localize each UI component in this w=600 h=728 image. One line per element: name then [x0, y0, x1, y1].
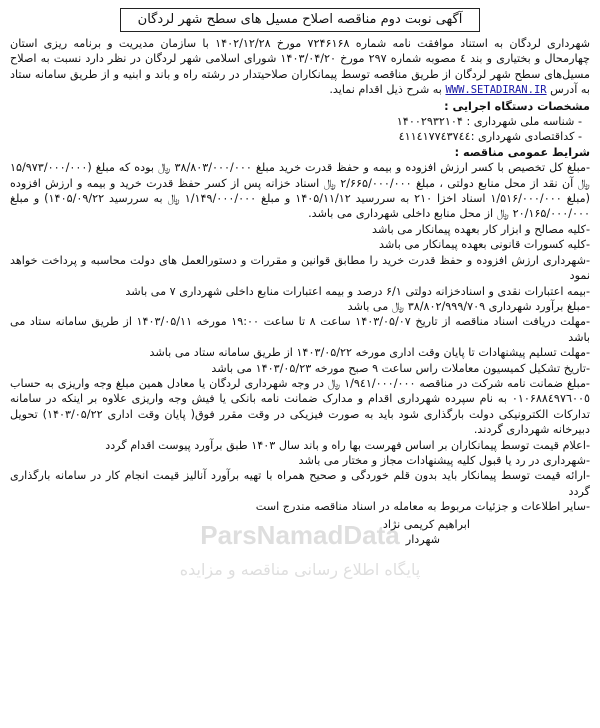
setad-website-link[interactable]: WWW.SETADIRAN.IR: [445, 84, 547, 97]
general-item: -کلیه کسورات قانونی بعهده پیمانکار می باشد: [379, 238, 590, 252]
general-item: -تاریخ تشکیل کمیسیون معاملات راس ساعت ۹ صبح مورخه ۱۴۰۳/۰۵/۲۳ می باشد: [211, 361, 590, 375]
watermark-subtitle: پایگاه اطلاع رسانی مناقصه و مزایده: [179, 560, 421, 579]
signature-title: شهردار: [405, 533, 440, 546]
general-item: -مهلت دریافت اسناد مناقصه از تاریخ ۱۴۰۳/۰۵/۰۷ ساعت ۸ تا ساعت ۱۹:۰۰ مورخه ۱۴۰۳/۰۵/۱۱ از طریق سامانه ستاد می باشد: [10, 315, 590, 344]
notice-title: آگهی نوبت دوم مناقصه اصلاح مسیل های سطح شهر لردگان: [120, 8, 480, 32]
general-heading: شرایط عمومی مناقصه :: [454, 145, 590, 159]
general-item: -سایر اطلاعات و جزئیات مربوط به معامله در اسناد مناقصه مندرج است: [255, 500, 590, 514]
exec-item-national-id: - شناسه ملی شهرداری : ۱۴۰۰۲۹۳۲۱۰۴: [396, 115, 582, 129]
general-item: -شهرداری ارزش افزوده و حفظ قدرت خرید را مطابق قوانین و مقررات و دستورالعمل های دولت محاسبه و پرداخت خواهد نمود: [10, 253, 590, 283]
general-item: -ارائه قیمت توسط پیمانکار باید بدون قلم خوردگی و صحیح همراه با تهیه برآورد آنالیز قیمت انجام کار در سامانه بارگذاری گردد: [10, 469, 590, 498]
intro-text: شهرداری لردگان به استناد موافقت نامه شماره ۷۲۴۶۱۶۸ مورخ ۱۴۰۲/۱۲/۲۸ با سازمان مدیریت و برنامه ریزی استان چهارمحال و بختیاری و بند ٤ مصوبه شماره ۲۹۷ مورخ ۱۴۰۳/۰۴/۲۰ شورای اسلامی شهر لردگان در نظر دارد نسبت به اصلاح مسیل‌های سطح شهر لردگان از طریق مناقصه توسط پیمانکاران صلاحیتدار در رشته راه و باند و ابنیه و از طریق سامانه ستاد به آدرس: [10, 37, 591, 97]
general-item: -مهلت تسلیم پیشنهادات تا پایان وقت اداری مورخه ۱۴۰۳/۰۵/۲۲ از طریق سامانه ستاد می باشد: [149, 346, 590, 360]
general-item: -اعلام قیمت توسط پیمانکاران بر اساس فهرست بها راه و باند سال ۱۴۰۳ طبق برآورد پیوست اقدام گردد: [105, 438, 590, 452]
general-item: -کلیه مصالح و ابزار کار بعهده پیمانکار می باشد: [371, 222, 590, 236]
intro-end-text: به شرح ذیل اقدام نماید.: [329, 83, 442, 97]
general-item: -شهرداری در رد یا قبول کلیه پیشنهادات مجاز و مختار می باشد: [298, 453, 590, 467]
general-item: -بیمه اعتبارات نقدی و اسنادخزانه دولتی ۶/۱ درصد و بیمه اعتبارات منابع داخلی شهرداری ۷ می باشد: [125, 284, 590, 298]
signature-name: ابراهیم کریمی نژاد: [382, 517, 470, 531]
general-item: -مبلغ ضمانت نامه شرکت در مناقصه ۱/۹٤۱/۰۰۰/۰۰۰ ﷼ در وجه شهرداری لردگان یا معادل همین مبلغ وجه واریزی به حساب ۰۱۰۶۸۸٤٩٧٦٠٠٥ به نام سپرده شهرداری اقدام و مدارک ضمانت نامه بانکی یا فیش وجه واریزی علاوه بر اینکه در سامانه تدارکات الکترونیکی دولت بارگذاری شود باید به صورت فیزیکی در وقت مقرر فوق( پایان وقت اداری ۱۴۰۳/۰۵/۲۲) تحویل دبیرخانه شهرداری گردند.: [10, 376, 591, 437]
intro-paragraph: [10, 36, 590, 99]
tender-notice: [10, 8, 590, 547]
general-item: -مبلغ برآورد شهرداری ۳۸/۸۰۲/۹۹۹/۷۰۹ ﷼ می باشد: [347, 299, 590, 313]
exec-item-economic-code: - کداقتصادی شهرداری :٤١١٤١٧٧٤٣٧٤٤: [398, 130, 582, 144]
watermark-logo: ParsNamadData: [200, 520, 400, 550]
exec-heading: مشخصات دستگاه اجرایی :: [444, 99, 590, 113]
general-item: -مبلغ کل تخصیص با کسر ارزش افزوده و بیمه و حفظ قدرت خرید مبلغ ۳۸/۸۰۳/۰۰۰/۰۰۰ ﷼ بوده که مبلغ (۱۵/۹۷۳/۰۰۰/۰۰۰ ﷼ آن نقد از محل منابع دولتی ، مبلغ ۲/۶۶۵/۰۰۰/۰۰۰ ﷼ اسناد خزانه پس از کسر حفظ قدرت خرید و بیمه و ارزش افزوده (مبلغ ۱/۵۱۶/۰۰۰/۰۰۰ اسناد اخزا ۲۱۰ به سررسید ۱۴۰۵/۱۱/۱۲ و مبلغ ۱/۱۴۹/۰۰۰/۰۰۰ ﷼ به سررسید ۱۴۰۵/۰۹/۲۲) و مبلغ ۲۰/۱۶۵/۰۰۰/۰۰۰ ﷼ از محل منابع داخلی شهرداری می باشد.: [10, 161, 590, 221]
